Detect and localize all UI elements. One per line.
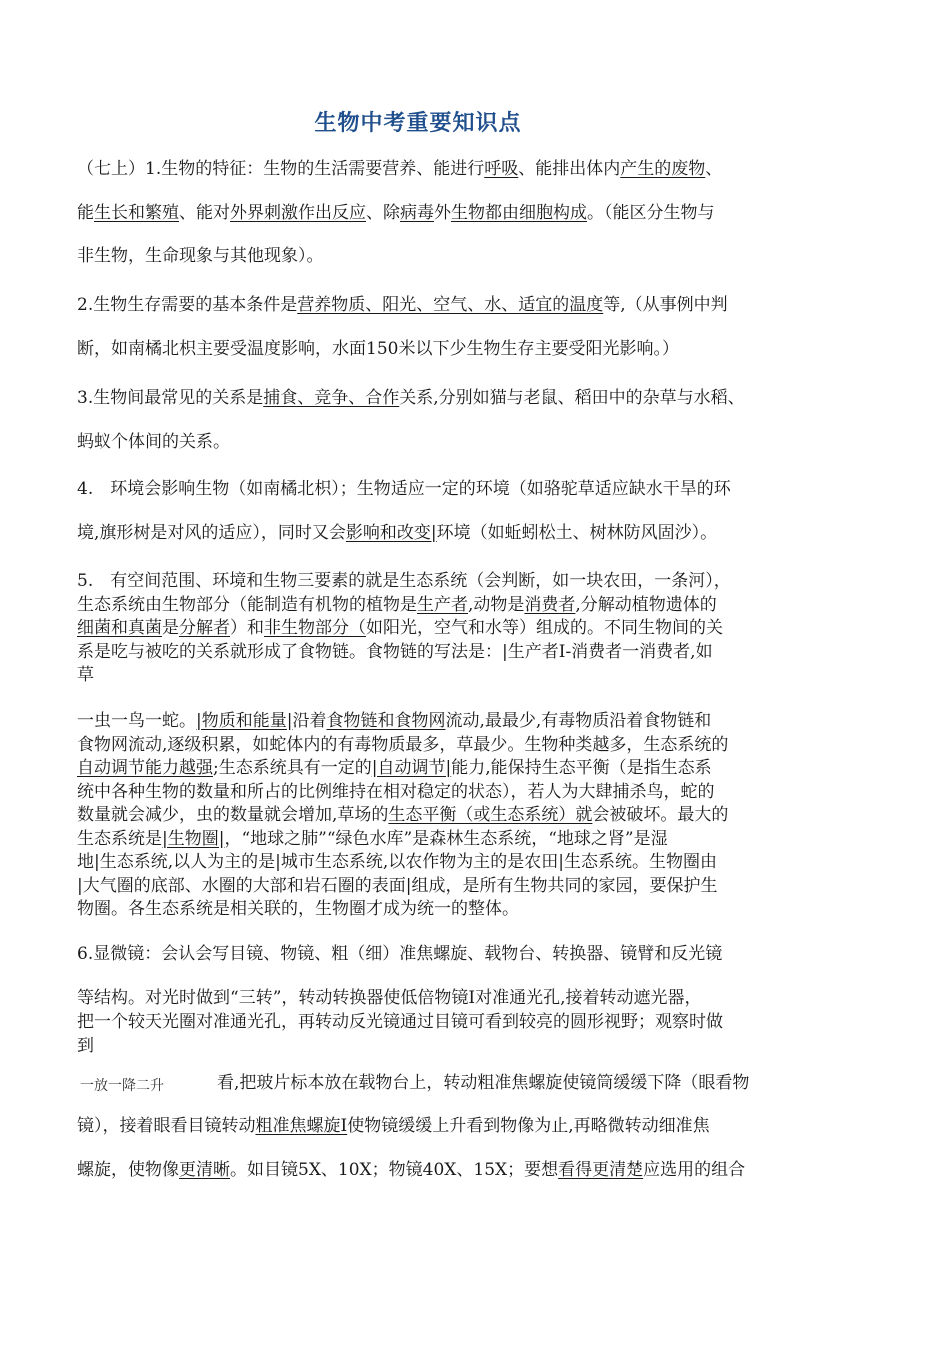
section-6-continued	[200, 1062, 880, 1106]
section-6-line-1: 6.显微镜：会认会写目镜、物镜、粗（细）准焦螺旋、载物台、转换器、镜臂和反光镜	[77, 944, 723, 964]
section-1-line-3: 非生物，生命现象与其他现象）。	[77, 246, 324, 266]
section-5-line-5: 草	[77, 665, 94, 685]
section-5b-line-2: 食物网流动,逐级积累，如蛇体内的有毒物质最多，草最少。生物种类越多，生态系统的	[77, 734, 729, 755]
page-title: 生物中考重要知识点	[314, 111, 522, 136]
section-5b-line-5: 数量就会减少，虫的数量就会增加,草场的生态平衡（或生态系统）就会被破坏。最大的	[77, 805, 729, 825]
section-3-line-1: 3.生物间最常见的关系是捕食、竞争、合作关系,分别如猫与老鼠、稻田中的杂草与水稻、	[77, 388, 745, 408]
section-1	[77, 148, 882, 279]
section-6-line-4: 到	[77, 1036, 94, 1056]
section-4	[77, 468, 882, 555]
section-5	[77, 570, 882, 688]
section-5-line-3: 细菌和真菌是分解者）和非生物部分（如阳光，空气和水等）组成的。不同生物间的关	[77, 618, 723, 638]
section-6b-line-2: 镜），接着眼看目镜转动粗准焦螺旋I使物镜缓缓上升看到物像为止,再略微转动细准焦	[77, 1116, 710, 1136]
section-6-line-2: 等结构。对光时做到“三转”，转动转换器使低倍物镜I对准通光孔,接着转动遮光器，	[77, 988, 702, 1008]
section-4-line-1: 4. 环境会影响生物（如南橘北枳）；生物适应一定的环境（如骆驼草适应缺水干旱的环	[77, 479, 731, 499]
section-4-line-2: 境,旗形树是对风的适应），同时又会影响和改变|环境（如蚯蚓松土、树林防风固沙）。	[77, 522, 718, 543]
section-6b-line-3: 螺旋，使物像更清晰。如目镜5X、10X；物镜40X、15X；要想看得更清楚应选用的组合	[77, 1159, 746, 1180]
section-5-line-1: 5. 有空间范围、环境和生物三要素的就是生态系统（会判断，如一块农田，一条河），	[77, 571, 731, 591]
section-3	[77, 377, 882, 464]
section-5b-line-9: 物圈。各生态系统是相关联的，生物圈才成为统一的整体。	[77, 899, 519, 919]
section-2-line-1: 2.生物生存需要的基本条件是营养物质、阳光、空气、水、适宜的温度等,（从事例中判	[77, 295, 728, 315]
section-6	[77, 942, 882, 1058]
section-2	[77, 284, 882, 371]
section-5-line-4: 系是吃与被吃的关系就形成了食物链。食物链的写法是：|生产者I-消费者一消费者,如	[77, 641, 713, 662]
section-5b-line-8: |大气圈的底部、水圈的大部和岩石圈的表面|组成，是所有生物共同的家园，要保护生	[77, 875, 718, 896]
section-5-continued	[77, 710, 882, 922]
section-6-continued-2	[77, 1105, 882, 1192]
section-5b-line-7: 地|生态系统,以人为主的是|城市生态系统,以农作物为主的是农田|生态系统。生物圈由	[77, 852, 717, 872]
section-6b-line-1: 看,把玻片标本放在载物台上，转动粗准焦螺旋使镜筒缓缓下降（眼看物	[200, 1073, 750, 1093]
section-5b-line-3: 自动调节能力越强;生态系统具有一定的|自动调节|能力,能保持生态平衡（是指生态系	[77, 758, 712, 778]
section-1-line-2: 能生长和繁殖、能对外界刺激作出反应、除病毒外生物都由细胞构成。（能区分生物与	[77, 202, 715, 223]
section-5b-line-4: 统中各种生物的数量和所占的比例维持在相对稳定的状态），若人为大肆捕杀鸟，蛇的	[77, 781, 715, 802]
section-5b-line-6: 生态系统是|生物圈|，“地球之肺”“绿色水库”是森林生态系统，“地球之肾”是湿	[77, 828, 668, 849]
section-5-line-2: 生态系统由生物部分（能制造有机物的植物是生产者,动物是消费者,分解动植物遗体的	[77, 594, 717, 615]
section-3-line-2: 蚂蚁个体间的关系。	[77, 431, 230, 452]
section-1-line-1: （七上）1.生物的特征：生物的生活需要营养、能进行呼吸、能排出体内产生的废物、	[77, 159, 723, 179]
section-6-line-3: 把一个较天光圈对准通光孔，再转动反光镜通过目镜可看到较亮的圆形视野；观察时做	[77, 1012, 723, 1032]
section-2-line-2: 断，如南橘北枳主要受温度影响，水面150米以下少生物生存主要受阳光影响。）	[77, 338, 679, 359]
garbled-heading: 一放一降二升	[80, 1078, 164, 1094]
section-5b-line-1: 一虫一鸟一蛇。|物质和能量|沿着食物链和食物网流动,最最少,有毒物质沿着食物链和	[77, 711, 712, 731]
